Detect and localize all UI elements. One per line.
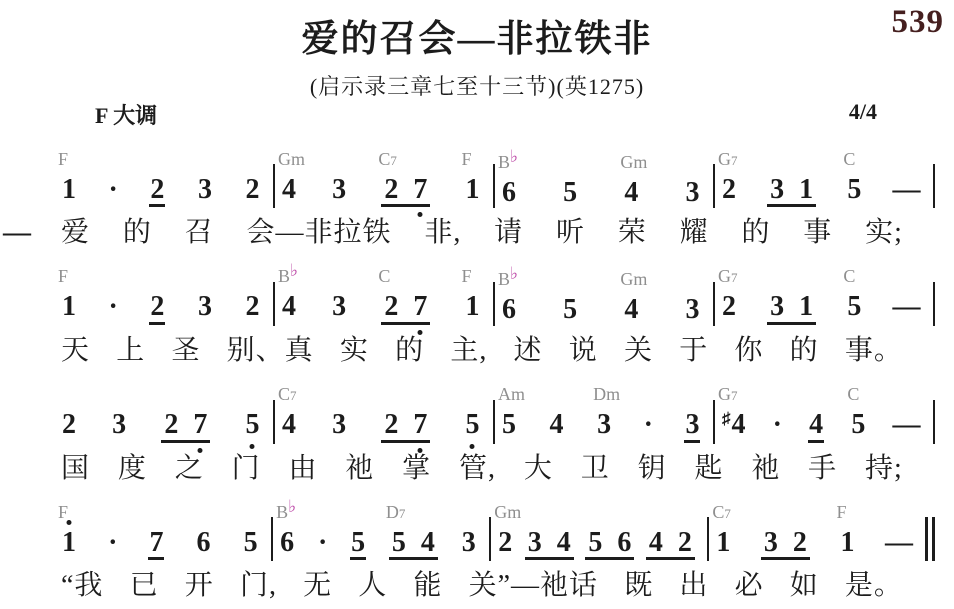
chord-extension: 7 bbox=[724, 506, 731, 521]
note-digit: 7 bbox=[413, 409, 428, 441]
note-unit bbox=[892, 173, 921, 205]
lyric-syllable: 如 bbox=[789, 570, 819, 602]
chord-label: G7 bbox=[718, 148, 738, 169]
lyric-syllable: 召 bbox=[184, 217, 214, 248]
note-unit bbox=[593, 384, 621, 441]
note-digit: 5 bbox=[588, 527, 603, 558]
chord-label: F bbox=[461, 148, 472, 169]
lyric-syllable: 门, bbox=[239, 570, 277, 602]
held-note-dash: — bbox=[892, 291, 921, 323]
lyric-syllable: 别、真 bbox=[226, 334, 314, 366]
music-line bbox=[55, 374, 935, 485]
lyric-syllable: “我 bbox=[61, 570, 104, 602]
augmentation-dot: · bbox=[317, 527, 328, 558]
note-unit bbox=[684, 410, 700, 442]
note-unit bbox=[350, 528, 366, 560]
chord-label: C bbox=[847, 384, 860, 405]
measure bbox=[495, 146, 713, 208]
measure bbox=[709, 502, 925, 560]
flat-icon: ♭ bbox=[290, 261, 299, 281]
note-unit bbox=[620, 269, 648, 326]
lyric-syllable: 祂 bbox=[345, 452, 375, 484]
beam-group bbox=[389, 528, 438, 560]
key-label: F 大调 bbox=[95, 103, 158, 128]
note-digit: 4 bbox=[549, 409, 564, 441]
chord-label: Gm bbox=[494, 502, 522, 522]
lyric-syllable: 已 bbox=[129, 570, 159, 602]
music-line bbox=[3, 138, 935, 249]
note-digit: 3 bbox=[684, 410, 700, 442]
note-unit bbox=[461, 266, 480, 323]
lyric-syllable: 关”—祂话 bbox=[468, 570, 599, 602]
lyric-syllable: 门 bbox=[231, 452, 261, 484]
note-digit: 4 bbox=[648, 527, 663, 558]
note-digit: 5 bbox=[502, 409, 516, 441]
chord-label: B♭ bbox=[276, 497, 297, 522]
note-digit: 6 bbox=[617, 527, 632, 558]
note-digit: 4 bbox=[282, 409, 296, 441]
note-digit: 3 bbox=[332, 409, 347, 441]
note-digit: 2 bbox=[62, 409, 76, 441]
lyrics-line bbox=[55, 454, 935, 485]
note-row bbox=[55, 374, 935, 443]
lyric-syllable: 实; bbox=[865, 217, 903, 248]
note-unit bbox=[108, 173, 118, 205]
note-unit bbox=[892, 411, 920, 439]
note-digit: 3 bbox=[112, 409, 127, 441]
chord-label: C bbox=[378, 266, 391, 287]
measure bbox=[495, 384, 713, 442]
note-unit bbox=[111, 410, 127, 439]
note-row bbox=[55, 138, 935, 207]
note-unit bbox=[843, 148, 862, 205]
note-unit bbox=[331, 175, 347, 204]
measure bbox=[273, 497, 489, 560]
note-digit: 2 bbox=[245, 291, 260, 323]
note-digit: 3 bbox=[197, 291, 212, 323]
page-title: 爱的召会—非拉铁非 bbox=[301, 19, 653, 60]
note-digit: 4 bbox=[808, 410, 824, 442]
lyric-syllable: 度 bbox=[117, 452, 147, 484]
lyric-syllable: 是。 bbox=[844, 570, 903, 602]
note-digit: 6 bbox=[502, 176, 516, 208]
note-unit bbox=[461, 528, 477, 557]
lyric-syllable: 的 bbox=[122, 217, 152, 248]
note-digit: 3 bbox=[597, 409, 612, 441]
note-unit bbox=[684, 295, 700, 324]
lyric-syllable: 荣 bbox=[617, 217, 647, 248]
note-digit: 5 bbox=[350, 528, 366, 560]
note-digit: 2 bbox=[384, 409, 399, 441]
chord-label: C bbox=[843, 266, 856, 287]
note-unit bbox=[464, 410, 480, 439]
chord-label: C7 bbox=[278, 384, 297, 405]
note-digit: 3 bbox=[461, 527, 476, 558]
note-digit: 7 bbox=[413, 291, 428, 323]
note-digit: 5 bbox=[851, 409, 866, 441]
note-unit bbox=[378, 266, 430, 324]
music-line bbox=[55, 256, 935, 367]
chord-label: Am bbox=[498, 384, 526, 405]
note-digit: 2 bbox=[722, 291, 736, 323]
note-digit: 2 bbox=[149, 175, 165, 207]
note-digit: 4 bbox=[624, 294, 639, 326]
chord-label: C7 bbox=[378, 148, 397, 169]
lyric-syllable: 请 bbox=[494, 217, 524, 248]
lyric-syllable: 关 bbox=[623, 334, 653, 366]
measure bbox=[55, 410, 273, 442]
note-unit bbox=[620, 151, 648, 208]
chord-label: Gm bbox=[278, 148, 306, 169]
lyric-syllable: 实 bbox=[339, 334, 369, 366]
measure bbox=[715, 266, 933, 324]
note-unit bbox=[644, 411, 653, 439]
note-digit: 3 bbox=[197, 173, 212, 205]
note-digit: 2 bbox=[164, 409, 179, 441]
note-unit bbox=[761, 528, 810, 560]
note-digit: 1 bbox=[465, 291, 480, 323]
note-digit: 1 bbox=[799, 291, 814, 323]
lyric-syllable: 匙 bbox=[694, 452, 724, 484]
note-unit bbox=[718, 384, 747, 441]
note-unit bbox=[149, 175, 165, 207]
lyrics-line bbox=[3, 217, 935, 249]
lyric-syllable: 圣 bbox=[171, 334, 201, 366]
held-note-dash: — bbox=[892, 409, 921, 441]
lyric-syllable: 管, bbox=[459, 452, 497, 484]
chord-label: B♭ bbox=[278, 261, 299, 287]
note-row bbox=[55, 491, 935, 560]
time-signature: 4/4 bbox=[848, 99, 877, 124]
lyric-syllable: 你 bbox=[734, 334, 764, 366]
chord-label: F bbox=[836, 502, 847, 522]
chord-label: F bbox=[58, 502, 69, 522]
note-unit bbox=[378, 148, 430, 207]
note-digit: 1 bbox=[62, 527, 76, 558]
measure bbox=[275, 261, 493, 324]
chord-label: Gm bbox=[620, 151, 648, 172]
note-digit: 4 bbox=[556, 527, 571, 558]
sharp-icon: ♯ bbox=[722, 409, 731, 429]
measure bbox=[275, 148, 493, 207]
augmentation-dot: · bbox=[108, 527, 118, 558]
note-unit bbox=[197, 175, 213, 204]
measure bbox=[491, 502, 707, 560]
note-digit: 4 bbox=[624, 176, 639, 208]
held-note-dash: — bbox=[884, 527, 913, 558]
measure bbox=[55, 266, 273, 324]
note-unit bbox=[276, 497, 297, 558]
measure bbox=[55, 148, 273, 207]
chord-extension: 7 bbox=[731, 270, 738, 286]
note-digit: 5 bbox=[465, 409, 480, 441]
note-unit bbox=[892, 293, 920, 321]
lyric-syllable: 天 bbox=[61, 334, 91, 366]
note-digit: 2 bbox=[722, 173, 736, 205]
note-unit bbox=[712, 502, 731, 558]
barline bbox=[933, 400, 936, 444]
lyrics-line bbox=[55, 336, 935, 367]
note-digit: 1 bbox=[799, 173, 814, 205]
note-digit: 2 bbox=[792, 527, 807, 558]
note-digit: 5 bbox=[847, 173, 862, 205]
chord-extension: 7 bbox=[398, 506, 406, 521]
lyric-syllable: 持; bbox=[865, 452, 903, 484]
chord-label: B♭ bbox=[498, 146, 519, 172]
chord-label: C7 bbox=[712, 502, 731, 522]
lyric-syllable: 开 bbox=[184, 570, 214, 602]
note-digit: 5 bbox=[563, 294, 578, 326]
lyric-syllable: 的 bbox=[741, 217, 771, 248]
measure bbox=[275, 384, 493, 442]
note-digit: 7 bbox=[148, 528, 164, 560]
lyric-syllable: 国 bbox=[61, 452, 91, 484]
lyric-syllable: 会—非拉铁 bbox=[246, 217, 392, 248]
note-unit bbox=[196, 528, 212, 557]
note-unit bbox=[161, 410, 210, 442]
lyric-syllable: 的 bbox=[395, 334, 425, 366]
measure bbox=[715, 148, 933, 207]
beam-group bbox=[767, 292, 816, 324]
note-unit bbox=[61, 410, 77, 439]
note-digit: 1 bbox=[62, 173, 76, 205]
note-digit: 5 bbox=[563, 176, 578, 208]
note-digit: 7 bbox=[413, 173, 428, 205]
chord-extension: 7 bbox=[731, 152, 738, 168]
lyric-syllable: 事。 bbox=[844, 334, 903, 366]
note-unit bbox=[836, 502, 855, 558]
note-digit: 5 bbox=[243, 527, 258, 558]
lyric-syllable: 手 bbox=[808, 452, 838, 484]
note-digit: 2 bbox=[498, 527, 513, 558]
lyric-syllable: 耀 bbox=[679, 217, 709, 248]
note-digit: 1 bbox=[840, 527, 855, 558]
note-digit: 5 bbox=[847, 291, 862, 323]
note-unit bbox=[381, 410, 430, 442]
beam-group bbox=[761, 528, 810, 560]
chord-label: F bbox=[461, 266, 472, 287]
chord-label: C bbox=[843, 148, 856, 169]
measure bbox=[495, 264, 713, 326]
note-unit bbox=[244, 292, 260, 321]
note-digit: 2 bbox=[245, 173, 260, 205]
note-digit: 2 bbox=[677, 527, 692, 558]
note-unit bbox=[108, 529, 117, 557]
lyric-syllable: 人 bbox=[358, 570, 388, 602]
beam-group bbox=[381, 410, 430, 442]
lyric-syllable: 上 bbox=[116, 334, 146, 366]
note-unit bbox=[244, 175, 260, 204]
lyric-syllable: 必 bbox=[734, 570, 764, 602]
lyric-syllable: 无 bbox=[303, 570, 333, 602]
chord-label: G7 bbox=[718, 384, 738, 405]
note-unit bbox=[646, 528, 695, 560]
beam-group bbox=[585, 528, 634, 560]
note-unit bbox=[58, 502, 77, 558]
lyric-syllable: 事 bbox=[803, 217, 833, 248]
note-unit bbox=[718, 266, 738, 323]
chord-extension: 7 bbox=[390, 152, 397, 168]
music-systems bbox=[3, 138, 935, 609]
note-unit bbox=[808, 410, 824, 442]
note-unit bbox=[498, 264, 519, 326]
note-unit bbox=[885, 529, 913, 557]
final-barline bbox=[925, 517, 935, 561]
note-digit: 3 bbox=[332, 291, 347, 323]
beam-group bbox=[646, 528, 695, 560]
lyric-syllable: 的 bbox=[789, 334, 819, 366]
note-digit: 4 bbox=[282, 173, 296, 205]
lyric-syllable: 大 bbox=[523, 452, 553, 484]
lyric-syllable: 钥 bbox=[637, 452, 667, 484]
note-unit bbox=[767, 292, 816, 324]
beam-group bbox=[161, 410, 210, 442]
beam-group bbox=[381, 292, 430, 324]
lyric-syllable: 卫 bbox=[580, 452, 610, 484]
lyric-syllable: 说 bbox=[568, 334, 598, 366]
augmentation-dot: · bbox=[643, 409, 653, 441]
note-unit bbox=[278, 384, 297, 441]
chord-label: F bbox=[58, 266, 69, 287]
note-digit: 3 bbox=[685, 294, 700, 326]
lyric-syllable: 出 bbox=[679, 570, 709, 602]
lyric-syllable: 爱 bbox=[61, 217, 91, 248]
augmentation-dot: · bbox=[108, 173, 118, 205]
note-digit: 3 bbox=[685, 176, 700, 208]
chord-label: B♭ bbox=[498, 264, 519, 290]
chord-extension: 7 bbox=[290, 388, 297, 404]
lyric-syllable: 非, bbox=[424, 217, 462, 248]
note-digit: 4 bbox=[420, 527, 435, 558]
chord-label: G7 bbox=[718, 266, 738, 287]
held-note-dash: — bbox=[892, 173, 921, 205]
lyric-syllable: 听 bbox=[555, 217, 585, 248]
lyric-syllable: 由 bbox=[288, 452, 318, 484]
flat-icon: ♭ bbox=[288, 497, 297, 516]
barline bbox=[933, 164, 936, 208]
chord-extension: 7 bbox=[731, 388, 738, 404]
note-unit bbox=[385, 502, 438, 560]
note-unit bbox=[109, 293, 118, 321]
note-digit: 2 bbox=[149, 292, 165, 324]
verse-marker: — bbox=[3, 217, 31, 248]
note-unit bbox=[525, 528, 574, 560]
note-unit bbox=[684, 178, 700, 207]
note-unit bbox=[244, 410, 260, 439]
lyric-syllable: 之 bbox=[174, 452, 204, 484]
chord-label: F bbox=[58, 148, 69, 169]
note-row bbox=[55, 256, 935, 325]
note-unit bbox=[278, 261, 299, 323]
chord-label: D7 bbox=[385, 502, 406, 522]
note-unit bbox=[148, 528, 164, 560]
chord-label: Gm bbox=[620, 269, 648, 290]
note-digit: 6 bbox=[280, 527, 295, 558]
note-unit bbox=[847, 384, 866, 441]
note-unit bbox=[549, 410, 565, 439]
lyric-syllable: 能 bbox=[413, 570, 443, 602]
note-unit bbox=[498, 146, 519, 208]
subtitle: (启示录三章七至十三节)(英1275) bbox=[309, 74, 645, 99]
lyric-syllable: 祂 bbox=[751, 452, 781, 484]
flat-icon: ♭ bbox=[510, 146, 519, 166]
note-digit: 3 bbox=[770, 291, 785, 323]
hymn-number: 539 bbox=[891, 4, 944, 40]
lyric-syllable: 于 bbox=[679, 334, 709, 366]
lyric-syllable: 既 bbox=[624, 570, 654, 602]
note-digit: 6 bbox=[502, 294, 516, 326]
measure bbox=[715, 384, 933, 442]
note-digit: 2 bbox=[384, 291, 399, 323]
beam-group bbox=[525, 528, 574, 560]
note-unit bbox=[843, 266, 862, 323]
note-digit: 5 bbox=[245, 409, 260, 441]
music-line bbox=[55, 491, 935, 602]
beam-group bbox=[381, 175, 430, 207]
note-unit bbox=[494, 502, 522, 558]
note-unit bbox=[562, 295, 578, 324]
note-digit: 1 bbox=[716, 527, 731, 558]
note-unit bbox=[773, 411, 782, 439]
note-digit: 4 bbox=[282, 291, 296, 323]
note-digit: ♯4 bbox=[722, 409, 746, 441]
note-unit bbox=[718, 148, 738, 205]
note-unit bbox=[58, 266, 77, 323]
note-unit bbox=[767, 175, 816, 207]
note-digit: 2 bbox=[384, 173, 399, 205]
note-unit bbox=[331, 410, 347, 439]
note-unit bbox=[461, 148, 480, 205]
note-unit bbox=[331, 292, 347, 321]
barline bbox=[933, 282, 936, 326]
note-unit bbox=[243, 528, 259, 557]
note-unit bbox=[58, 148, 77, 205]
lyric-syllable: 主, bbox=[450, 334, 488, 366]
note-digit: 3 bbox=[332, 173, 347, 205]
note-digit: 1 bbox=[465, 173, 480, 205]
note-unit bbox=[318, 529, 327, 557]
note-unit bbox=[278, 148, 306, 205]
lyric-syllable: 掌 bbox=[402, 452, 432, 484]
note-digit: 1 bbox=[62, 291, 76, 323]
note-unit bbox=[562, 178, 578, 207]
note-digit: 6 bbox=[196, 527, 211, 558]
flat-icon: ♭ bbox=[510, 264, 519, 284]
note-unit bbox=[585, 528, 634, 560]
measure bbox=[55, 502, 271, 560]
note-unit bbox=[149, 292, 165, 324]
note-digit: 3 bbox=[770, 173, 785, 205]
lyric-syllable: 述 bbox=[513, 334, 543, 366]
augmentation-dot: · bbox=[108, 291, 118, 323]
note-digit: 3 bbox=[527, 527, 542, 558]
augmentation-dot: · bbox=[772, 409, 782, 441]
chord-label: Dm bbox=[593, 384, 621, 405]
note-digit: 5 bbox=[391, 527, 406, 558]
note-unit bbox=[498, 384, 526, 441]
note-digit: 3 bbox=[763, 527, 778, 558]
beam-group bbox=[767, 175, 816, 207]
note-digit: 7 bbox=[193, 409, 208, 441]
note-unit bbox=[197, 292, 213, 321]
